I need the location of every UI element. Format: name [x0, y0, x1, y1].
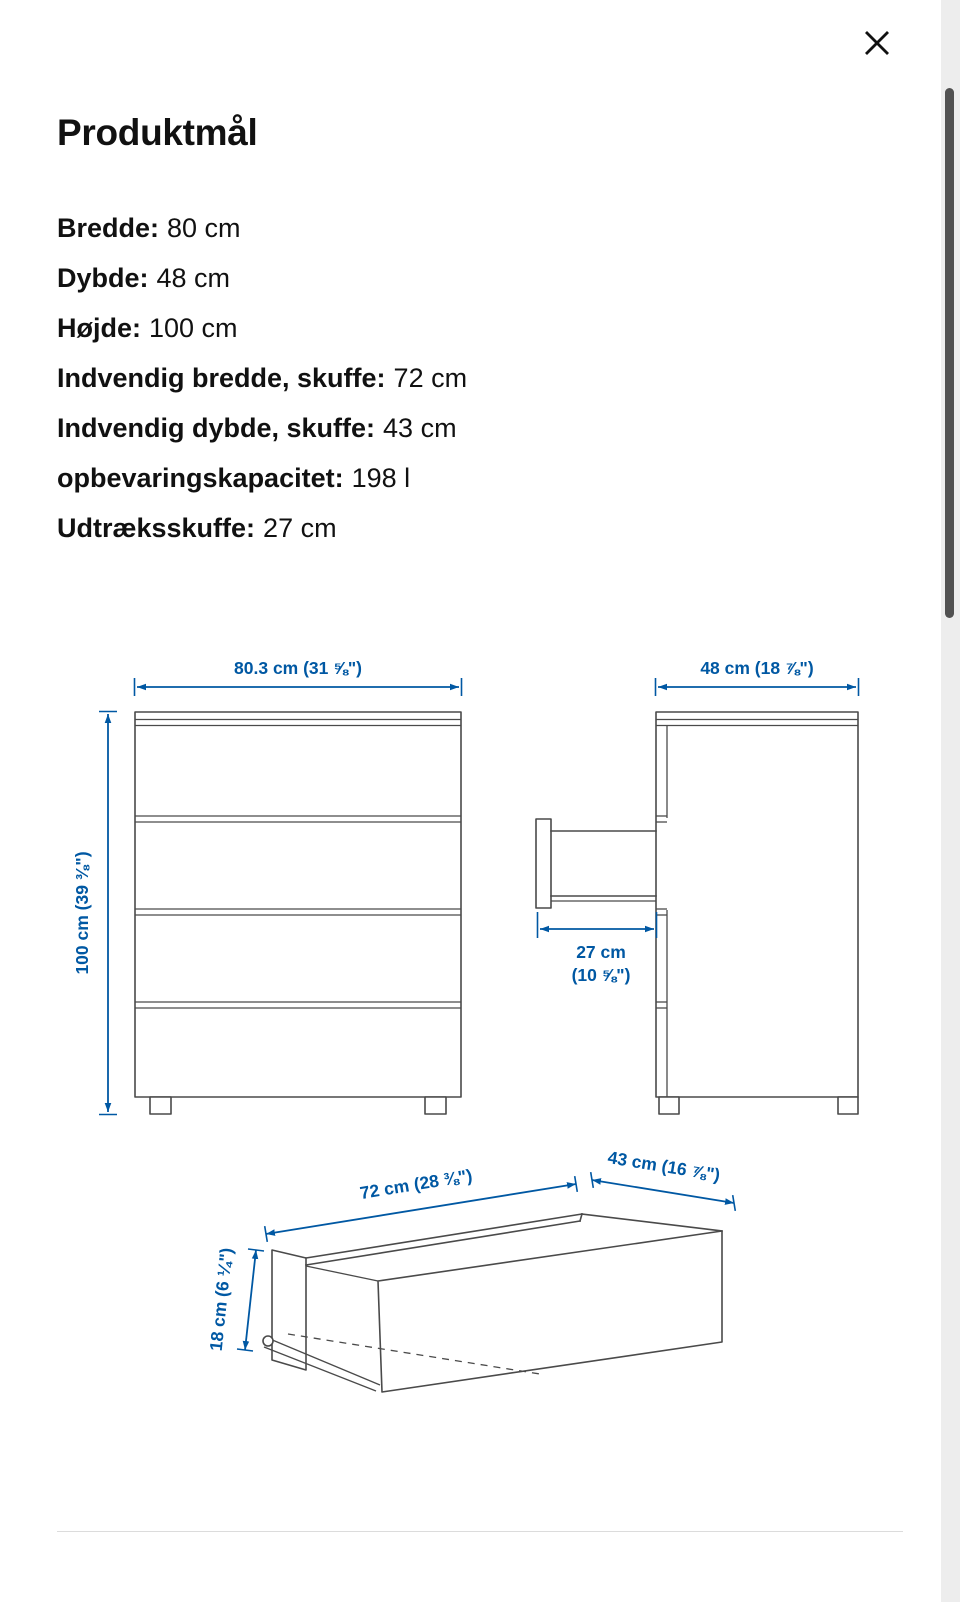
- pullout-label-line2: (10 ⅝"): [571, 965, 631, 985]
- pullout-label-line1: 27 cm: [576, 942, 626, 962]
- inner-depth-label: 43 cm (16 ⅞"): [606, 1147, 722, 1186]
- spec-label: Indvendig bredde, skuffe:: [57, 363, 386, 393]
- depth-dimension: [656, 658, 859, 696]
- open-drawer: [536, 819, 656, 908]
- spec-label: opbevaringskapacitet:: [57, 463, 344, 493]
- inner-width-dimension: [265, 1165, 578, 1242]
- spec-list: [57, 203, 467, 553]
- spec-label: Udtræksskuffe:: [57, 513, 256, 543]
- drawer-height-label: 18 cm (6 ¼"): [205, 1246, 237, 1352]
- pullout-dimension: [538, 912, 657, 985]
- spec-value: 43 cm: [383, 413, 457, 443]
- spec-row-indvendig-dybde: [57, 403, 467, 453]
- inner-depth-dimension: [591, 1147, 736, 1211]
- spec-row-udtraek: [57, 503, 467, 553]
- spec-row-indvendig-bredde: [57, 353, 467, 403]
- spec-value: 27 cm: [263, 513, 337, 543]
- spec-label: Indvendig dybde, skuffe:: [57, 413, 376, 443]
- spec-value: 80 cm: [167, 213, 241, 243]
- drawer-isometric-drawing: [206, 1147, 736, 1392]
- spec-value: 72 cm: [393, 363, 468, 393]
- close-icon: [861, 27, 893, 59]
- spec-value: 100 cm: [149, 313, 238, 343]
- front-view-drawing: [72, 658, 462, 1115]
- height-label: 100 cm (39 ⅜"): [72, 851, 92, 975]
- scrollbar-track[interactable]: [941, 0, 960, 1602]
- drawer-slide-wheel: [263, 1336, 273, 1346]
- inner-width-label: 72 cm (28 ⅜"): [358, 1165, 474, 1204]
- spec-label: Dybde:: [57, 263, 149, 293]
- side-view-drawing: [536, 658, 859, 1114]
- spec-value: 198 l: [351, 463, 411, 493]
- dimensions-diagram: [0, 600, 960, 1500]
- scrollbar-thumb[interactable]: [945, 88, 954, 618]
- spec-row-bredde: [57, 203, 467, 253]
- depth-label: 48 cm (18 ⅞"): [700, 658, 814, 678]
- spec-row-kapacitet: [57, 453, 467, 503]
- front-right-foot: [425, 1097, 446, 1114]
- side-back-foot: [838, 1097, 858, 1114]
- page-title: Produktmål: [57, 112, 258, 153]
- front-left-foot: [150, 1097, 171, 1114]
- spec-label: Bredde:: [57, 213, 160, 243]
- bottom-divider: [57, 1531, 903, 1532]
- spec-row-dybde: [57, 253, 467, 303]
- side-front-foot: [659, 1097, 679, 1114]
- front-width-label: 80.3 cm (31 ⅝"): [234, 658, 362, 678]
- close-button[interactable]: [859, 25, 895, 61]
- drawer-height-dimension: [206, 1247, 264, 1352]
- spec-label: Højde:: [57, 313, 141, 343]
- height-dimension: [72, 712, 117, 1115]
- front-width-dimension: [135, 658, 462, 696]
- spec-row-hojde: [57, 303, 467, 353]
- spec-value: 48 cm: [156, 263, 231, 293]
